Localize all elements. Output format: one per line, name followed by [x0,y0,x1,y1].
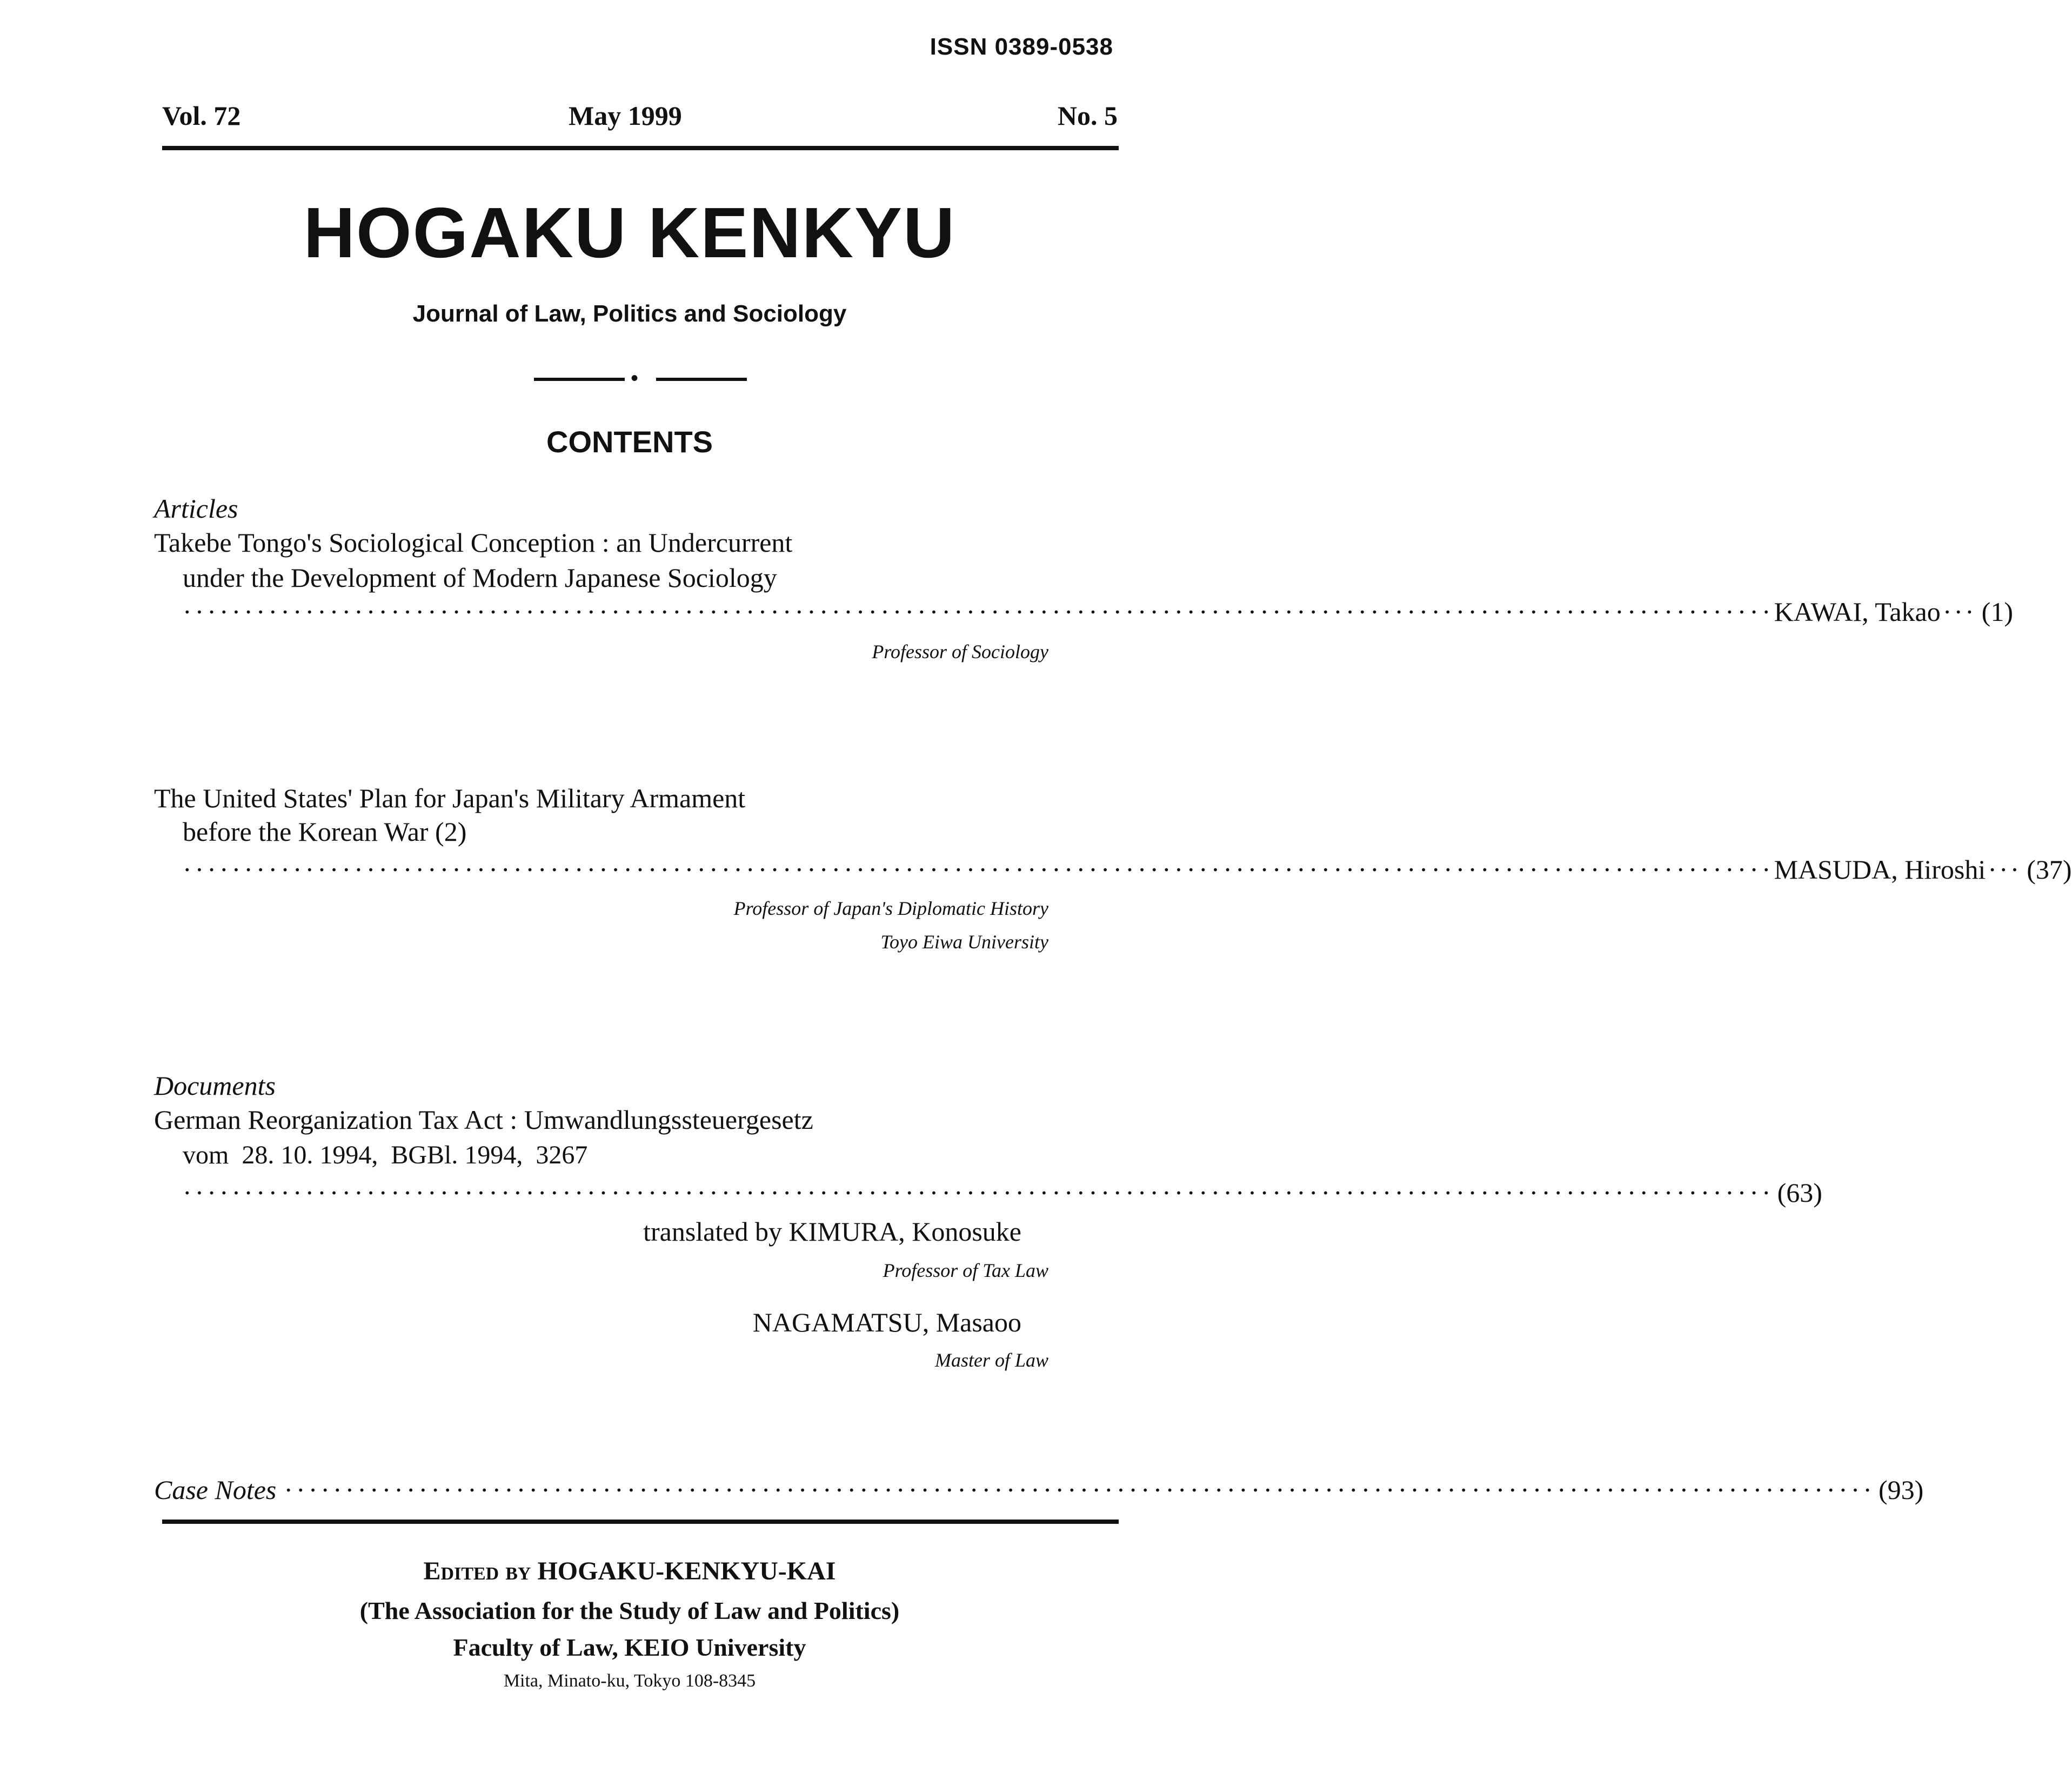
ornament-bullet: • [631,366,639,390]
dot-leader: ·································································································································· [183,1177,1774,1208]
header-rule [162,146,1119,150]
article-affiliation: Professor of Japan's Diplomatic History [733,898,1048,919]
page-close-paren: ) [2004,597,2013,627]
issue-date: May 1999 [569,101,682,131]
footer-rule [162,1520,1119,1524]
page-close-paren: ) [1914,1475,1924,1505]
article-page: 1 [1990,597,2004,627]
article-title-line2: under the Development of Modern Japanese Sociology [183,563,777,593]
article-leader-line [183,596,2013,627]
translator-primary-affiliation: Professor of Tax Law [883,1260,1048,1281]
article-author: MASUDA, Hiroshi [1774,854,1986,885]
documents-label: Documents [154,1070,276,1101]
articles-label: Articles [154,493,238,524]
page-close-paren: ) [1813,1177,1822,1208]
association-name: (The Association for the Study of Law and Politics) [359,1597,900,1624]
dot-leader: ·································································································································· [284,1475,1875,1505]
case-notes-label: Case Notes [154,1475,277,1505]
article-title-line1: Takebe Tongo's Sociological Conception : an Undercurrent [154,527,793,558]
volume: Vol. 72 [162,101,241,131]
issn: ISSN 0389-0538 [930,34,1113,60]
article-affiliation-line2: Toyo Eiwa University [880,931,1048,953]
edited-by: Edited by HOGAKU-KENKYU-KAI [423,1557,836,1585]
article-leader-line [183,854,2072,885]
address: Mita, Minato-ku, Tokyo 108-8345 [503,1671,756,1691]
journal-subtitle: Journal of Law, Politics and Sociology [412,300,847,327]
page-open-paren: ( [2027,854,2036,885]
ornament-divider [534,366,747,390]
article-affiliation: Professor of Sociology [872,641,1048,662]
dot-leader: ··· [1988,854,2022,885]
document-title-line2: vom 28. 10. 1994, BGBl. 1994, 3267 [183,1141,588,1169]
dot-leader: ·································································································································· [183,597,1774,627]
article-author: KAWAI, Takao [1774,597,1941,627]
case-notes-line [154,1474,1924,1505]
page-close-paren: ) [2062,854,2072,885]
contents-heading: CONTENTS [546,425,713,459]
translator-secondary: NAGAMATSU, Masaoo [752,1307,1021,1337]
case-notes-page: 93 [1887,1475,1915,1505]
translator-secondary-affiliation: Master of Law [934,1349,1048,1371]
article-title-line2: before the Korean War (2) [183,816,467,847]
translator-primary: translated by KIMURA, Konosuke [643,1216,1021,1247]
page-open-paren: ( [1878,1475,1888,1505]
dot-leader: ·································································································································· [183,854,1774,885]
issue-number: No. 5 [1057,101,1118,131]
document-page: 63 [1786,1177,1814,1208]
article-title-line1: The United States' Plan for Japan's Military Armament [154,783,746,813]
page-open-paren: ( [1981,597,1991,627]
article-page: 37 [2035,854,2063,885]
dot-leader: ··· [1942,597,1976,627]
document-title-line1: German Reorganization Tax Act : Umwandlungssteuergesetz [154,1105,813,1135]
journal-title: HOGAKU KENKYU [303,193,956,272]
page-open-paren: ( [1777,1177,1787,1208]
faculty-name: Faculty of Law, KEIO University [453,1634,806,1661]
document-leader-line [183,1177,1822,1208]
